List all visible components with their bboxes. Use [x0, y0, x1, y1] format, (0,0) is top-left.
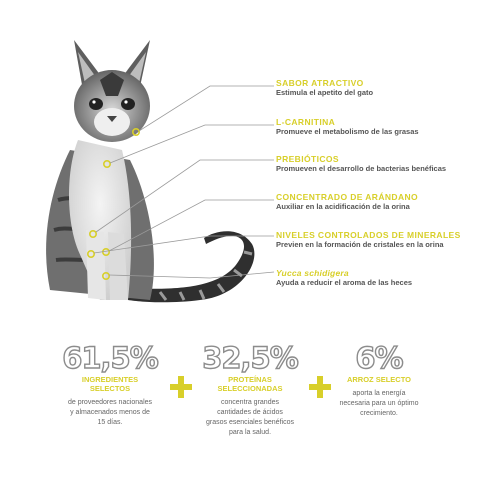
stat-percent: 61,5% — [62, 341, 158, 375]
feature-yucca — [276, 268, 496, 288]
stat-title: PROTEÍNAS SELECCIONADAS — [217, 375, 283, 393]
feature-desc: Auxiliar en la acidificación de la orina — [276, 202, 410, 211]
feature-title: Yucca schidigera — [276, 268, 349, 278]
feature-title: CONCENTRADO DE ARÁNDANO — [276, 192, 419, 202]
stat-desc: concentra grandes cantidades de ácidos grasos esenciales benéficos para la salud. — [206, 399, 294, 436]
feature-prebioticos — [276, 154, 496, 174]
feature-title: PREBIÓTICOS — [276, 154, 339, 164]
feature-title: L-CARNITINA — [276, 117, 336, 127]
stat-title: INGREDIENTES SELECTOS — [81, 375, 139, 393]
feature-desc: Ayuda a reducir el aroma de las heces — [276, 278, 413, 287]
feature-desc: Promueven el desarrollo de bacterias benéficas — [276, 164, 447, 173]
feature-desc: Previen en la formación de cristales en la orina — [276, 240, 444, 249]
feature-title: NIVELES CONTROLADOS DE MINERALES — [276, 230, 461, 240]
stat-percent: 6% — [355, 341, 403, 375]
stat-desc: de proveedores nacionales y almacenados menos de 15 días. — [67, 399, 153, 426]
stat-desc: aporta la energía necesaria para un óptimo crecimiento. — [339, 390, 419, 417]
feature-sabor-atractivo — [276, 78, 496, 98]
feature-minerales — [276, 230, 496, 250]
feature-desc: Promueve el metabolismo de las grasas — [276, 127, 419, 136]
stat-proteinas — [180, 342, 320, 438]
stat-ingredientes — [40, 342, 180, 428]
stat-title: ARROZ SELECTO — [346, 375, 412, 384]
stat-arroz — [314, 342, 444, 419]
stat-percent: 32,5% — [202, 341, 298, 375]
feature-l-carnitina — [276, 117, 496, 137]
feature-title: SABOR ATRACTIVO — [276, 78, 364, 88]
feature-desc: Estimula el apetito del gato — [276, 88, 374, 97]
feature-arandano — [276, 192, 496, 212]
